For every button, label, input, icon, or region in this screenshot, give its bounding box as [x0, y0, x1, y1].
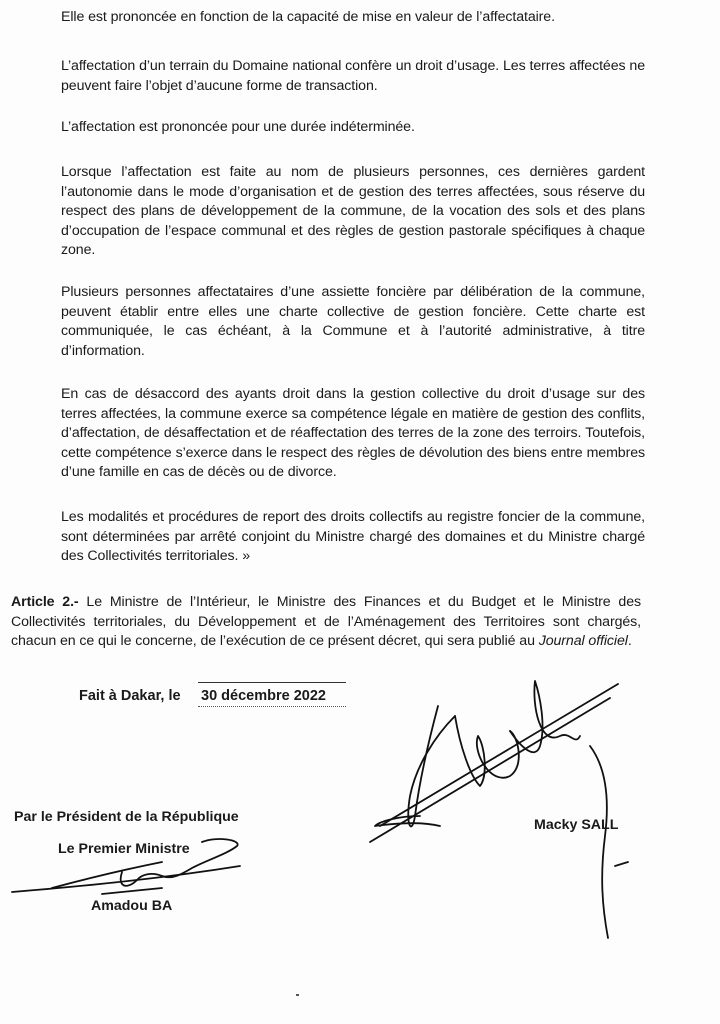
- president-line: Par le Président de la République: [14, 809, 239, 825]
- president-signature: [360, 676, 630, 946]
- date-underline-top: [198, 682, 346, 683]
- president-name: Macky SALL: [534, 817, 619, 833]
- article-2: [11, 593, 641, 652]
- article-body: Le Ministre de l’Intérieur, le Ministre des Finances et du Budget et le Ministre des Collectivités territoriales, du Développement et de l’Aménagement des Territoires sont chargés, chacun en ce qui le concerne, de l’exécution de ce présent décret, qui sera publié au: [11, 594, 642, 649]
- place-prefix: Fait à Dakar, le: [79, 688, 181, 704]
- prime-minister-name: Amadou BA: [91, 898, 173, 914]
- article-label: Article 2.-: [11, 594, 79, 610]
- journal-officiel: Journal officiel: [538, 633, 628, 649]
- paragraph-4: Lorsque l’affectation est faite au nom de plusieurs personnes, ces dernières gardent l’autonomie dans le mode d’organisation et de gestion des terres affectées, sous réserve du respect des plans de développement de la commune, de la vocation des sols et des plans d’occupation de l’espace communal et des règles de gestion pastorale spécifiques à chaque zone.: [61, 164, 645, 258]
- paragraph-5: Plusieurs personnes affectataires d’une assiette foncière par délibération de la commune, peuvent établir entre elles une charte collective de gestion foncière. Cette charte est communiquée, le cas échéant, à la Commune et à l’autorité administrative, à titre d’information.: [61, 284, 645, 359]
- paragraph-6: En cas de désaccord des ayants droit dans la gestion collective du droit d’usage sur des terres affectées, la commune exerce sa compétence légale en matière de gestion des conflits, d’affectation, de désaffectation et de réaffectation des terres de la zone des terroirs. Toutefois, cette compétence s’exerce dans le respect des règles de dévolution des biens entre membres d’une famille en cas de décès ou de divorce.: [61, 386, 645, 480]
- page-mark: [296, 994, 299, 996]
- prime-minister-title: Le Premier Ministre: [58, 841, 190, 857]
- paragraph-3: L’affectation est prononcée pour une durée indéterminée.: [61, 119, 415, 135]
- signing-date: 30 décembre 2022: [201, 688, 326, 704]
- date-underline-bottom: [198, 706, 346, 707]
- article-end: .: [627, 633, 632, 649]
- paragraph-2: L’affectation d’un terrain du Domaine national confère un droit d’usage. Les terres affectées ne peuvent faire l’objet d’aucune forme de transaction.: [61, 58, 645, 94]
- paragraph-7: Les modalités et procédures de report des droits collectifs au registre foncier de la commune, sont déterminées par arrêté conjoint du Ministre chargé des domaines et du Ministre chargé des Collectivités territoriales. »: [61, 509, 645, 564]
- paragraph-1: Elle est prononcée en fonction de la capacité de mise en valeur de l’affectataire.: [61, 9, 555, 25]
